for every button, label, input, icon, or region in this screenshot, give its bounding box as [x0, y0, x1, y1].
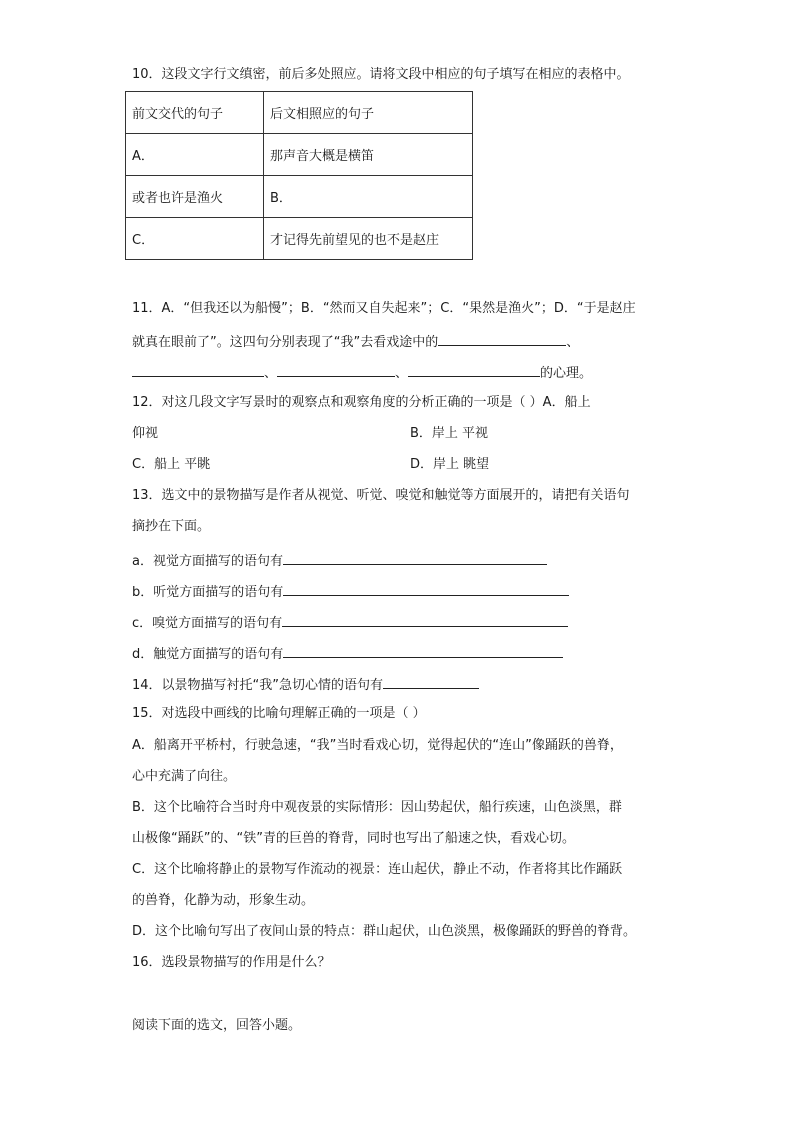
- table-cell: B．: [264, 176, 473, 218]
- question-12-option-a-cont: 仰视: [132, 426, 159, 441]
- question-14-text: 14．以景物描写衬托“我”急切心情的语句有: [132, 678, 384, 693]
- table-header: 后文相照应的句子: [264, 92, 473, 134]
- answer-blank[interactable]: [383, 674, 479, 689]
- table-cell: 才记得先前望见的也不是赵庄: [264, 218, 473, 260]
- question-11-text: 就真在眼前了”。这四句分别表现了“我”去看戏途中的: [132, 335, 439, 350]
- question-12-option-d: D．岸上 眺望: [410, 457, 490, 472]
- question-11-line1: 11．A．“但我还以为船慢”；B．“然而又自失起来”；C．“果然是渔火”；D．“于是赵庄: [132, 301, 636, 316]
- answer-blank[interactable]: [132, 362, 264, 377]
- question-13-a-label: a．视觉方面描写的语句有: [132, 554, 283, 569]
- answer-blank[interactable]: [408, 362, 540, 377]
- separator: 、: [566, 335, 580, 350]
- table-header: 前文交代的句子: [126, 92, 264, 134]
- question-13-c-label: c．嗅觉方面描写的语句有: [132, 616, 283, 631]
- question-12-line1: 12．对这几段文字写景时的观察点和观察角度的分析正确的一项是（ ）A．船上: [132, 395, 591, 410]
- answer-blank[interactable]: [283, 643, 563, 658]
- question-13-line2: 摘抄在下面。: [132, 519, 211, 534]
- table-header-row: [126, 92, 473, 134]
- answer-blank[interactable]: [283, 581, 569, 596]
- table-row: [126, 134, 473, 176]
- answer-blank[interactable]: [283, 550, 547, 565]
- table-cell: A．: [126, 134, 264, 176]
- question-13-d: [132, 643, 563, 664]
- table-row: [126, 176, 473, 218]
- answer-table: [125, 91, 473, 260]
- table-cell: C．: [126, 218, 264, 260]
- question-13-c: [132, 612, 568, 633]
- next-section-instruction: 阅读下面的选文，回答小题。: [132, 1018, 302, 1033]
- table-row: [126, 218, 473, 260]
- question-13-d-label: d．触觉方面描写的语句有: [132, 647, 284, 662]
- question-15-option-b-line2: 山极像“踊跃”的、“铁”青的巨兽的脊背，同时也写出了船速之快，看戏心切。: [132, 831, 575, 846]
- answer-blank[interactable]: [438, 331, 566, 346]
- question-13-line1: 13．选文中的景物描写是作者从视觉、听觉、嗅觉和触觉等方面展开的，请把有关语句: [132, 488, 630, 503]
- question-15-option-c-line2: 的兽脊，化静为动，形象生动。: [132, 893, 315, 908]
- question-13-a: [132, 550, 547, 571]
- question-11-line3: [132, 362, 592, 383]
- question-13-b-label: b．听觉方面描写的语句有: [132, 585, 284, 600]
- question-15-stem: 15．对选段中画线的比喻句理解正确的一项是（ ）: [132, 706, 426, 721]
- question-11-end: 的心理。: [540, 366, 593, 381]
- table-cell: 或者也许是渔火: [126, 176, 264, 218]
- question-15-option-a-line2: 心中充满了向往。: [132, 769, 237, 784]
- question-14: [132, 674, 479, 695]
- answer-blank[interactable]: [282, 612, 568, 627]
- question-15-option-d: D．这个比喻句写出了夜间山景的特点：群山起伏，山色淡黑，极像踊跃的野兽的脊背。: [132, 924, 637, 939]
- question-11-line2: [132, 331, 579, 352]
- question-12-option-b: B．岸上 平视: [410, 426, 489, 441]
- answer-blank[interactable]: [277, 362, 395, 377]
- question-10-stem: 10．这段文字行文缜密，前后多处照应。请将文段中相应的句子填写在相应的表格中。: [132, 67, 630, 82]
- question-15-option-c-line1: C．这个比喻将静止的景物写作流动的视景：连山起伏，静止不动，作者将其比作踊跃: [132, 862, 623, 877]
- separator: 、: [264, 366, 278, 381]
- separator: 、: [395, 366, 409, 381]
- question-15-option-a-line1: A．船离开平桥村，行驶急速，“我”当时看戏心切，觉得起伏的“连山”像踊跃的兽脊，: [132, 738, 623, 753]
- table-cell: 那声音大概是横笛: [264, 134, 473, 176]
- question-15-option-b-line1: B．这个比喻符合当时舟中观夜景的实际情形：因山势起伏，船行疾速，山色淡黑，群: [132, 800, 622, 815]
- question-16: 16．选段景物描写的作用是什么？: [132, 955, 331, 970]
- question-12-option-c: C．船上 平眺: [132, 457, 211, 472]
- question-13-b: [132, 581, 569, 602]
